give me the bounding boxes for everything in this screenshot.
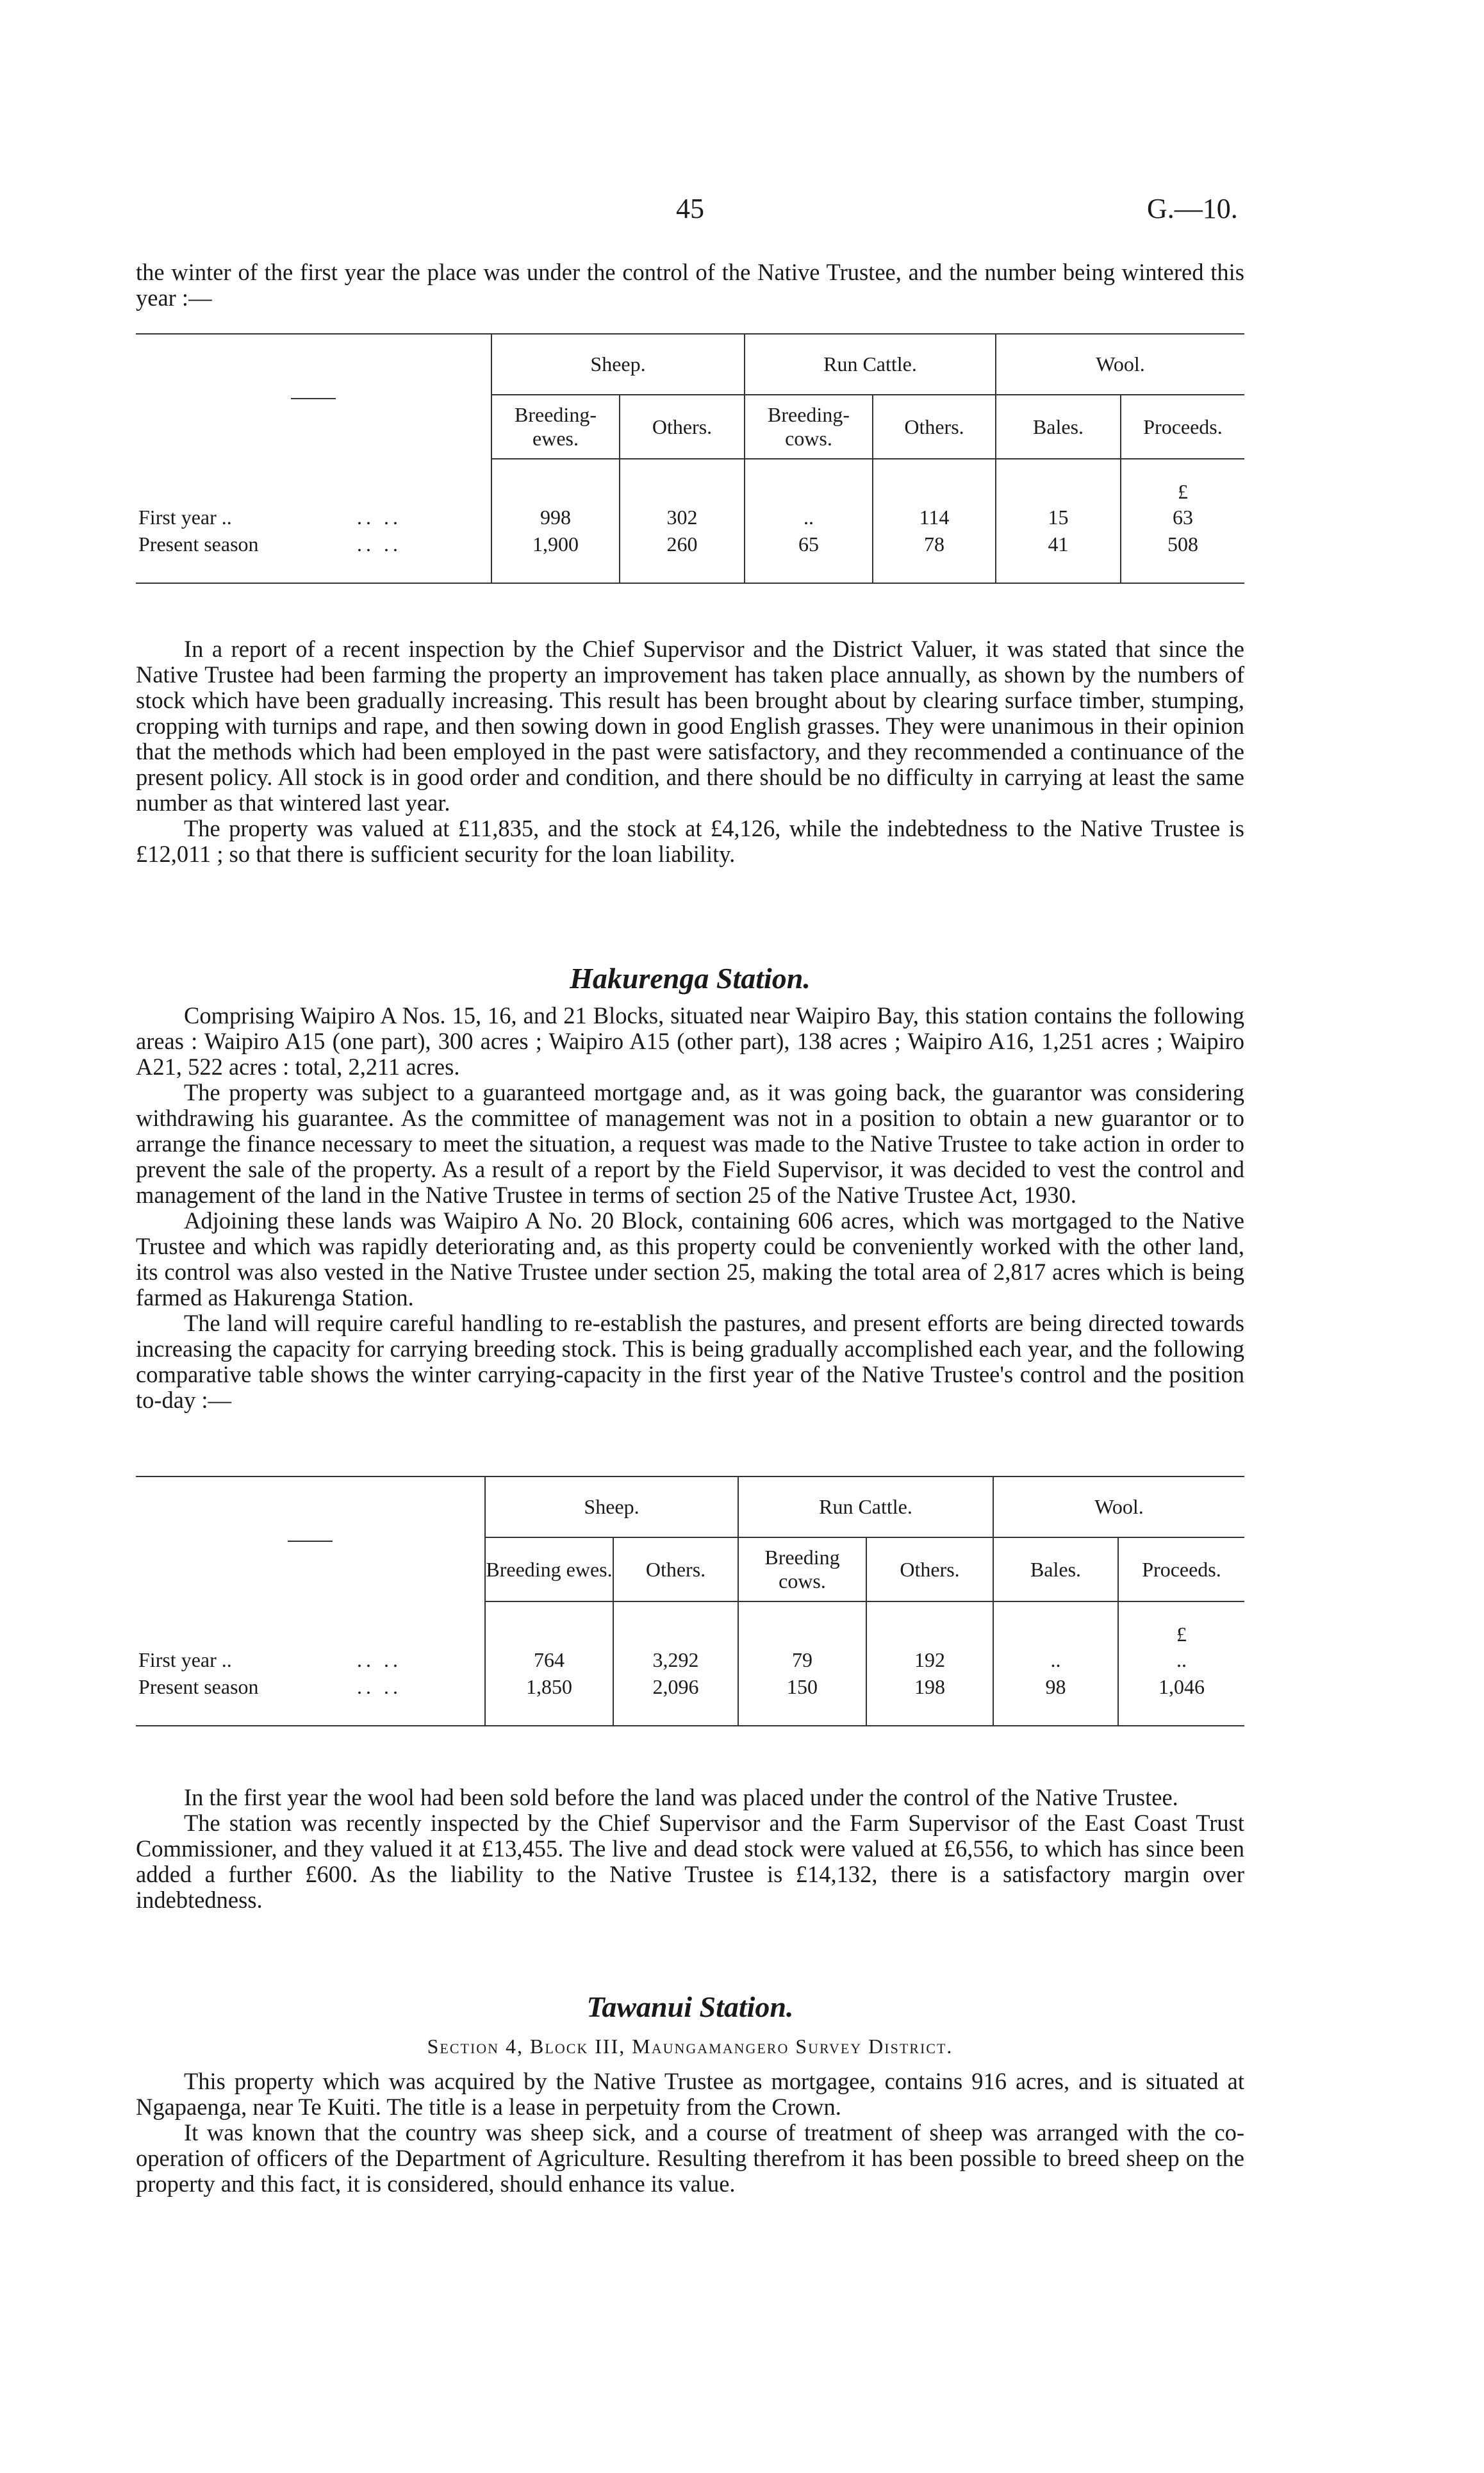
tawanui-text xyxy=(136,2069,1244,2197)
paragraph: In the first year the wool had been sold before the land was placed under the control of the Native Trustee. xyxy=(184,1784,1178,1810)
row-label-header xyxy=(136,1476,485,1601)
leader-dots: .. .. xyxy=(357,1675,402,1698)
header-dash xyxy=(288,1541,333,1542)
table-cell: 1,046 xyxy=(1118,1673,1244,1700)
paragraph: Adjoining these lands was Waipiro A No. 20 Block, containing 606 acres, which was mortgaged to the Native Trustee and which was rapidly deteriorating and, as this property could be conveniently worked with the other land, its control was also vested in the Native Trustee under section 25, making the total area of 2,817 acres which is being farmed as Hakurenga Station. xyxy=(136,1207,1244,1311)
stock-table-2 xyxy=(136,1476,1244,1726)
paragraph: The property was subject to a guaranteed mortgage and, as it was going back, the guarantor was considering withdrawing his guarantee. As the committee of management was not in a position to obtain a new guarantor or to arrange the finance necessary to meet the situation, a request was made to the Native Trustee to take action in order to prevent the sale of the property. As a result of a report by the Field Supervisor, it was decided to vest the control and management of the land in the Native Trustee in terms of section 25 of the Native Trustee Act, 1930. xyxy=(136,1079,1244,1208)
table-cell: 302 xyxy=(620,504,745,531)
column-header: Breeding ewes. xyxy=(485,1537,613,1601)
table-cell: .. xyxy=(993,1646,1118,1673)
table-cell: 1,900 xyxy=(491,531,620,558)
currency-symbol: £ xyxy=(1118,1601,1244,1646)
column-header: Others. xyxy=(866,1537,993,1601)
row-label-cell xyxy=(136,1673,485,1700)
row-label-cell xyxy=(136,1646,485,1673)
column-header: Bales. xyxy=(996,395,1121,459)
group-header-sheep: Sheep. xyxy=(491,334,745,395)
group-header-run-cattle: Run Cattle. xyxy=(738,1476,993,1537)
table-cell: 78 xyxy=(873,531,996,558)
row-label-cell xyxy=(136,504,491,531)
currency-symbol: £ xyxy=(1121,459,1244,504)
table-cell: 63 xyxy=(1121,504,1244,531)
column-header: Others. xyxy=(613,1537,738,1601)
row-label: First year .. xyxy=(138,505,232,529)
table-row xyxy=(136,1673,1244,1700)
column-header: Bales. xyxy=(993,1537,1118,1601)
row-label: Present season xyxy=(138,532,259,556)
row-label-header xyxy=(136,334,491,459)
hakurenga-text xyxy=(136,1003,1244,1413)
table-cell: .. xyxy=(1118,1646,1244,1673)
section-2-text xyxy=(136,1785,1244,1913)
group-header-run-cattle: Run Cattle. xyxy=(745,334,996,395)
table-row xyxy=(136,504,1244,531)
table-cell: 150 xyxy=(738,1673,866,1700)
leader-dots: .. .. xyxy=(357,532,402,556)
table-cell: 2,096 xyxy=(613,1673,738,1700)
group-header-wool: Wool. xyxy=(993,1476,1244,1537)
table-cell: 998 xyxy=(491,504,620,531)
paragraph: The land will require careful handling to re-establish the pastures, and present efforts are being directed towards increasing the capacity for carrying breeding stock. This is being gradually accomplished each year, and the following comparative table shows the winter carrying-capacity in the first year of the Native Trustee's control and the position to-day :— xyxy=(136,1310,1244,1413)
header-dash xyxy=(291,398,336,399)
column-header: Proceeds. xyxy=(1118,1537,1244,1601)
row-label: Present season xyxy=(138,1675,259,1698)
group-header-sheep: Sheep. xyxy=(485,1476,738,1537)
table-cell: .. xyxy=(745,504,873,531)
paragraph: It was known that the country was sheep sick, and a course of treatment of sheep was arranged with the co-operation of officers of the Department of Agriculture. Resulting therefrom it has been possible to breed sheep on the property and this fact, it is considered, should enhance its value. xyxy=(136,2119,1244,2197)
table-cell: 198 xyxy=(866,1673,993,1700)
table-cell: 41 xyxy=(996,531,1121,558)
leader-dots: .. .. xyxy=(357,1648,402,1671)
paragraph: The station was recently inspected by the Chief Supervisor and the Farm Supervisor of the East Coast Trust Commissioner, and they valued it at £13,455. The live and dead stock were valued at £6,556, to which has since been added a further £600. As the liability to the Native Trustee is £14,132, there is a satisfactory margin over indebtedness. xyxy=(136,1810,1244,1913)
row-label-cell xyxy=(136,531,491,558)
table-cell: 764 xyxy=(485,1646,613,1673)
table-cell: 508 xyxy=(1121,531,1244,558)
table-cell: 79 xyxy=(738,1646,866,1673)
paragraph: The property was valued at £11,835, and the stock at £4,126, while the indebtedness to the Native Trustee is £12,011 ; so that there is sufficient security for the loan liability. xyxy=(136,815,1244,867)
table-row xyxy=(136,1646,1244,1673)
intro-paragraph: the winter of the first year the place was under the control of the Native Trustee, and the number being wintered this year :— xyxy=(136,259,1244,311)
table-cell: 65 xyxy=(745,531,873,558)
table-cell: 15 xyxy=(996,504,1121,531)
table-cell: 192 xyxy=(866,1646,993,1673)
group-header-wool: Wool. xyxy=(996,334,1244,395)
column-header: Others. xyxy=(620,395,745,459)
table-row xyxy=(136,531,1244,558)
stock-table-1 xyxy=(136,333,1244,584)
column-header: Breeding-cows. xyxy=(745,395,873,459)
column-header: Breeding-ewes. xyxy=(491,395,620,459)
intro-text xyxy=(136,260,1244,311)
table-cell: 260 xyxy=(620,531,745,558)
tawanui-heading: Tawanui Station. xyxy=(586,1990,794,2023)
paragraph: In a report of a recent inspection by the Chief Supervisor and the District Valuer, it was stated that since the Native Trustee had been farming the property an improvement has taken place annually, as shown by the numbers of stock which have been gradually increasing. This result has been brought about by clearing surface timber, stumping, cropping with turnips and rape, and then sowing down in good English grasses. They were unanimous in their opinion that the methods which had been employed in the past were satisfactory, and they recommended a continuance of the present policy. All stock is in good order and condition, and there should be no difficulty in carrying at least the same number as that wintered last year. xyxy=(136,636,1244,816)
paragraph: Comprising Waipiro A Nos. 15, 16, and 21 Blocks, situated near Waipiro Bay, this station contains the following areas : Waipiro A15 (one part), 300 acres ; Waipiro A15 (other part), 138 acres ; Waipiro A16, 1,251 acres ; Waipiro A21, 522 acres : total, 2,211 acres. xyxy=(136,1002,1244,1080)
page-number: 45 xyxy=(676,193,704,224)
document-reference: G.—10. xyxy=(1147,193,1238,224)
column-header: Others. xyxy=(873,395,996,459)
paragraph: This property which was acquired by the Native Trustee as mortgagee, contains 916 acres, and is situated at Ngapaenga, near Te Kuiti. The title is a lease in perpetuity from the Crown. xyxy=(136,2068,1244,2120)
column-header: Proceeds. xyxy=(1121,395,1244,459)
row-label: First year .. xyxy=(138,1648,232,1671)
column-header: Breeding cows. xyxy=(738,1537,866,1601)
table-cell: 1,850 xyxy=(485,1673,613,1700)
leader-dots: .. .. xyxy=(357,505,402,529)
table-cell: 3,292 xyxy=(613,1646,738,1673)
tawanui-subheading: Section 4, Block III, Maungamangero Survey District. xyxy=(427,2035,953,2058)
page-header xyxy=(0,192,1484,237)
section-1-text xyxy=(136,636,1244,867)
table-cell: 98 xyxy=(993,1673,1118,1700)
hakurenga-heading: Hakurenga Station. xyxy=(570,962,811,995)
table-cell: 114 xyxy=(873,504,996,531)
